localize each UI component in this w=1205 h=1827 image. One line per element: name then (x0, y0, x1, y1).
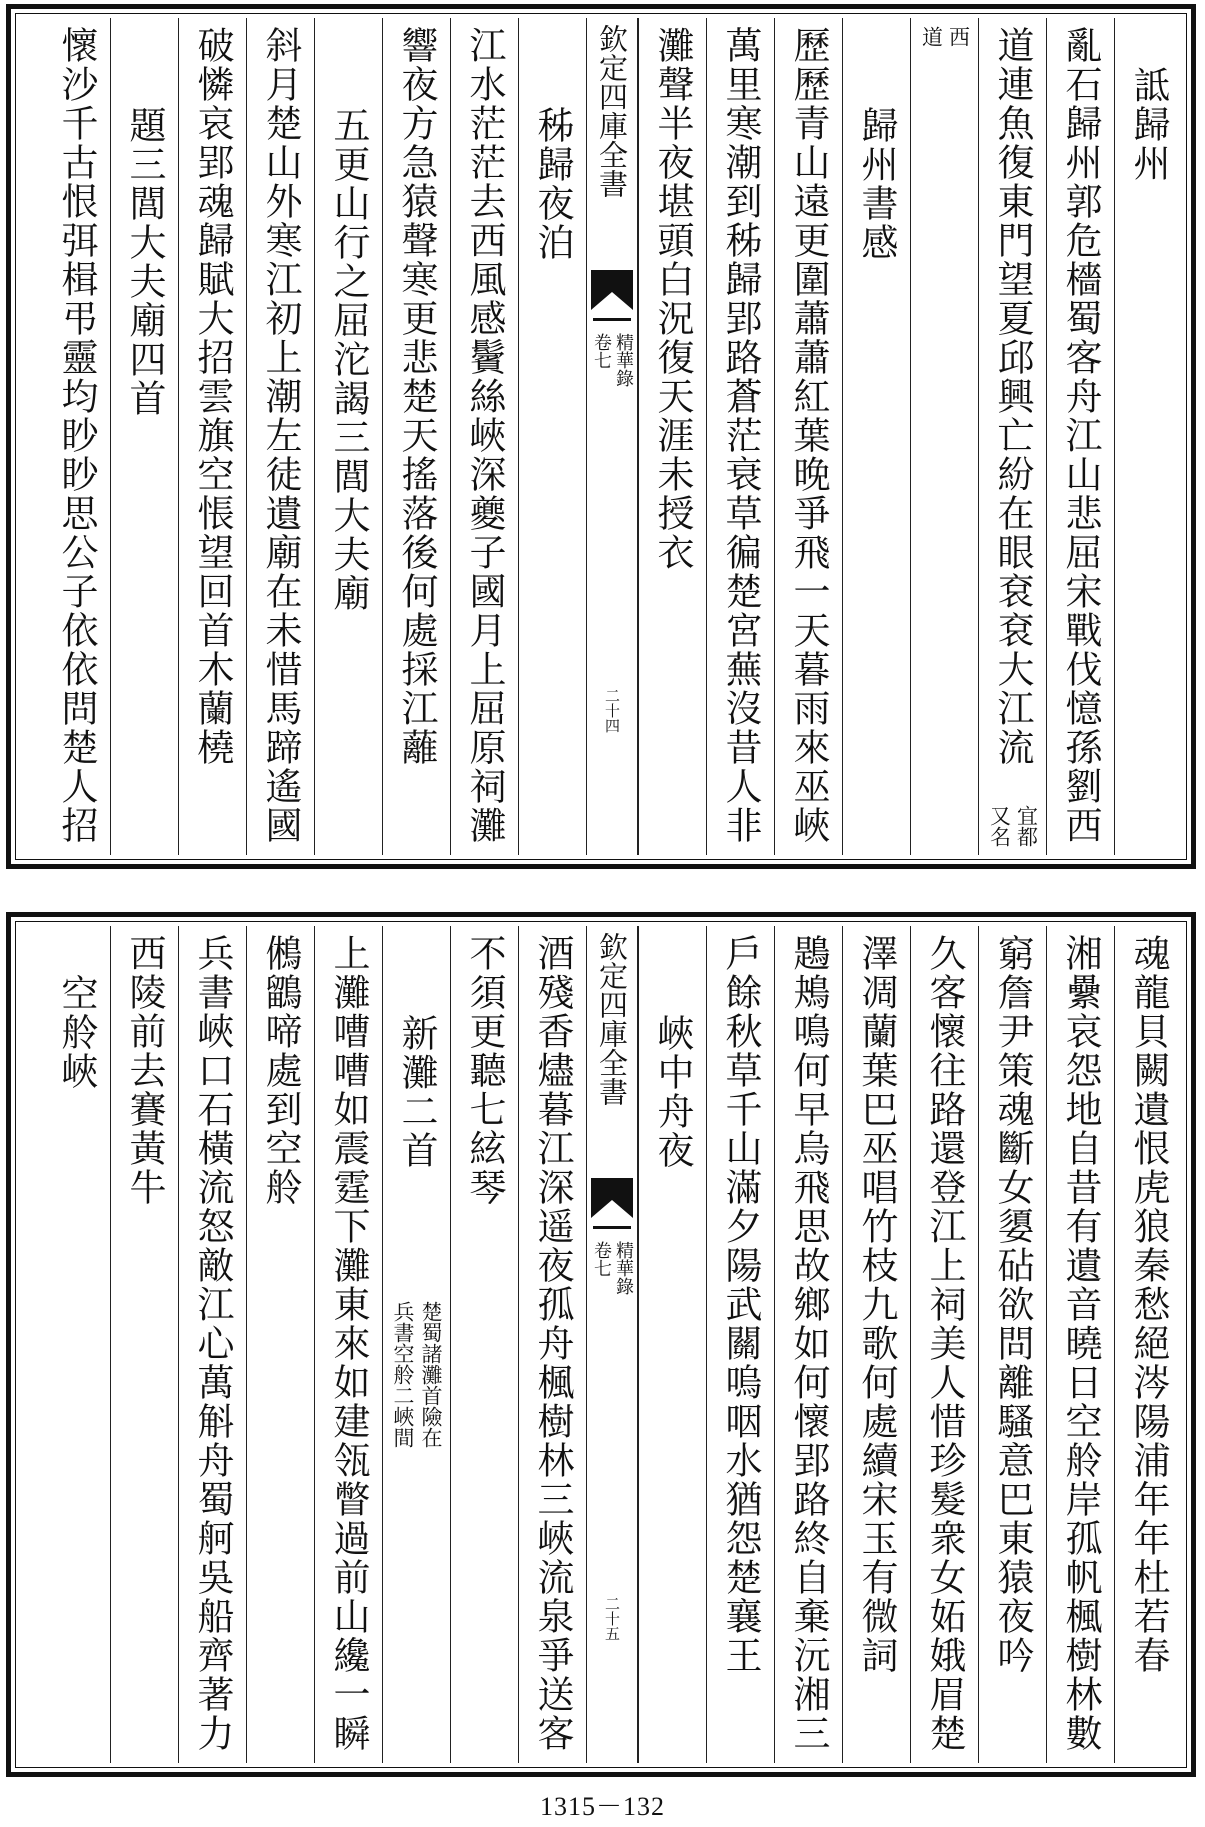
text-column (42, 18, 110, 855)
text-column (382, 926, 450, 1763)
text-column (518, 926, 586, 1763)
annotation-note: 宜都 又名 (987, 805, 1039, 847)
poem-line: 西陵前去賽黃牛 (123, 934, 166, 1207)
text-column (110, 926, 178, 1763)
poem-title: 詆歸州 (1127, 66, 1170, 183)
poem-line: 破憐哀郢魂歸賦大招雲旗空悵望回首木蘭橈 (191, 26, 234, 767)
poem-line: 不須更聽七絃琴 (463, 934, 506, 1207)
text-column (518, 18, 586, 855)
text-column (450, 926, 518, 1763)
volume-label: 精華錄 卷七 (591, 1241, 634, 1295)
poem-title: 五更山行之屈沱謁三閭大夫廟 (327, 106, 370, 613)
text-column (314, 18, 382, 855)
text-column (178, 18, 246, 855)
text-column (1046, 926, 1114, 1763)
poem-line: 響夜方急猿聲寒更悲楚天搖落後何處採江蘺 (395, 26, 438, 767)
text-column (314, 926, 382, 1763)
poem-line: 澤凋蘭葉巴巫唱竹枝九歌何處續宋玉有微詞 (855, 934, 898, 1675)
poem-line: 久客懷往路還登江上祠美人惜珍髮衆女妬娥眉楚 (923, 934, 966, 1753)
text-column (774, 18, 842, 855)
poem-line: 鶗鴂鳴何早烏飛思故鄉如何懷郢路終自棄沅湘三 (787, 934, 830, 1753)
text-column (774, 926, 842, 1763)
text-column (706, 926, 774, 1763)
poem-line: 窮詹尹策魂斷女嬃砧欲問離騷意巴東猿夜吟 (991, 934, 1034, 1675)
text-column (110, 18, 178, 855)
page-number: 1315－132 (539, 1792, 665, 1821)
text-column (450, 18, 518, 855)
lower-book-page (6, 912, 1196, 1777)
book-title: 欽定四庫全書 (595, 932, 629, 1106)
lower-columns (20, 926, 1182, 1763)
text-column (842, 926, 910, 1763)
text-column (978, 18, 1046, 855)
text-column (178, 926, 246, 1763)
text-column (910, 18, 978, 855)
poem-line: 江水茫茫去西風感鬢絲峽深夔子國月上屈原祠灘 (463, 26, 506, 845)
text-column (1046, 18, 1114, 855)
fish-tail-mark (591, 1178, 633, 1218)
fold-rule (593, 318, 631, 321)
text-column (382, 18, 450, 855)
poem-line: 斜月楚山外寒江初上潮左徒遺廟在未惜馬蹄遙國 (259, 26, 302, 845)
poem-line: 萬里寒潮到秭歸郢路蒼茫衰草徧楚宮蕪沒昔人非 (719, 26, 762, 845)
poem-title: 題三閭大夫廟四首 (123, 106, 166, 418)
poem-line: 道連魚復東門望夏邱興亡紛在眼袞袞大江流 (991, 26, 1034, 767)
poem-line: 戶餘秋草千山滿夕陽武關嗚咽水猶怨楚襄王 (719, 934, 762, 1675)
poem-line: 亂石歸州郭危檣蜀客舟江山悲屈宋戰伐憶孫劉西 (1059, 26, 1102, 845)
text-column (978, 926, 1046, 1763)
poem-line: 湘纍哀怨地自昔有遺音曉日空舲岸孤帆楓樹林數 (1059, 934, 1102, 1753)
center-fold (586, 926, 638, 1763)
book-title: 欽定四庫全書 (595, 24, 629, 198)
poem-title: 歸州書感 (855, 106, 898, 262)
text-column (638, 926, 706, 1763)
poem-line: 酒殘香燼暮江深遥夜孤舟楓樹林三峽流泉爭送客 (531, 934, 574, 1753)
fold-rule (593, 1226, 631, 1229)
poem-line: 歷歷青山遠更圍蕭蕭紅葉晚爭飛一天暮雨來巫峽 (787, 26, 830, 845)
volume-label: 精華錄 卷七 (591, 333, 634, 387)
text-column (706, 18, 774, 855)
poem-line: 兵書峽口石橫流怒敵江心萬斛舟蜀舸吳船齊著力 (191, 934, 234, 1753)
upper-columns (20, 18, 1182, 855)
poem-line: 鵂鶹啼處到空舲 (259, 934, 302, 1207)
poem-line: 灘聲半夜堪頭白況復天涯未授衣 (651, 26, 694, 572)
poem-title: 空舲峽 (55, 974, 98, 1091)
poem-title: 秭歸夜泊 (531, 106, 574, 262)
text-column (910, 926, 978, 1763)
annotation-note: 西 道 (919, 26, 971, 47)
folio-number: 二十四 (603, 688, 621, 733)
folio-number: 二十五 (603, 1596, 621, 1641)
text-column (246, 926, 314, 1763)
annotation-note: 楚蜀諸灘首險在 兵書空舲二峽間 (391, 1301, 443, 1448)
text-column (842, 18, 910, 855)
text-column (246, 18, 314, 855)
poem-title: 峽中舟夜 (651, 1014, 694, 1170)
text-column (638, 18, 706, 855)
poem-line: 魂龍貝闕遺恨虎狼秦愁絕涔陽浦年年杜若春 (1127, 934, 1170, 1675)
center-fold (586, 18, 638, 855)
poem-line: 上灘嘈嘈如震霆下灘東來如建瓴瞥過前山纔一瞬 (327, 934, 370, 1753)
fish-tail-mark (591, 270, 633, 310)
text-column (1114, 926, 1182, 1763)
text-column (1114, 18, 1182, 855)
poem-line: 懷沙千古恨弭楫弔靈均眇眇思公子依依問楚人招 (55, 26, 98, 845)
upper-book-page (6, 4, 1196, 869)
text-column (42, 926, 110, 1763)
poem-title: 新灘二首 (395, 1014, 438, 1170)
